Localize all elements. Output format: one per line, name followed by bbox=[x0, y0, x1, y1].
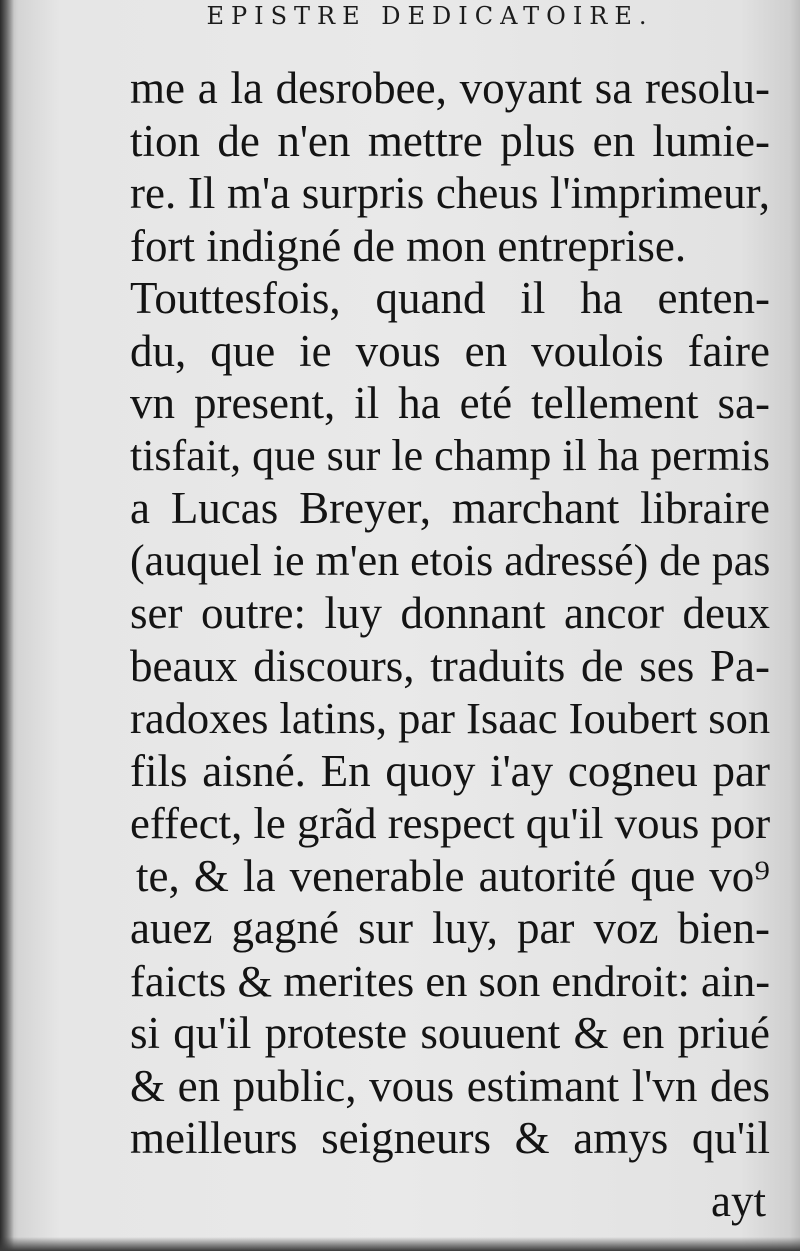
text-line: a Lucas Breyer, marchant libraire bbox=[130, 483, 770, 533]
text-line: radoxes latins, par Isaac Ioubert son bbox=[130, 693, 771, 743]
text-line: & en public, vous estimant l'vn des bbox=[130, 1060, 770, 1111]
text-line: effect, le grãd respect qu'il vous por bbox=[130, 798, 771, 848]
text-line: te, & la venerable autorité que vo⁹ bbox=[136, 850, 770, 901]
text-line: si qu'il proteste souuent & en priué bbox=[130, 1008, 770, 1058]
text-line: tisfait, que sur le champ il ha permis bbox=[130, 430, 770, 480]
text-line: fils aisné. En quoy i'ay cogneu par bbox=[130, 745, 770, 796]
text-line: auez gagné sur luy, par voz bien- bbox=[130, 903, 770, 953]
text-line: beaux discours, traduits de ses Pa- bbox=[130, 640, 770, 691]
text-line: tion de n'en mettre plus en lumie- bbox=[130, 115, 770, 166]
catchword: ayt bbox=[711, 1176, 766, 1226]
text-line: me a la desrobee, voyant sa resolu- bbox=[130, 63, 770, 113]
text-line: Touttesfois, quand il ha enten- bbox=[130, 273, 770, 323]
page-bottom-edge bbox=[0, 1237, 800, 1251]
text-line: (auquel ie m'en etois adressé) de pas bbox=[130, 535, 771, 585]
text-line: re. Il m'a surpris cheus l'imprimeur, bbox=[130, 168, 770, 218]
running-head: EPISTRE DEDICATOIRE. bbox=[206, 2, 654, 30]
text-line: meilleurs seigneurs & amys qu'il bbox=[130, 1113, 770, 1163]
binding-gutter-shadow bbox=[0, 0, 14, 1251]
text-line: fort indigné de mon entreprise. bbox=[130, 220, 687, 271]
text-line: ser outre: luy donnant ancor deux bbox=[130, 588, 770, 638]
text-line: faicts & merites en son endroit: ain- bbox=[130, 955, 771, 1006]
body-text bbox=[130, 62, 770, 1165]
text-line: vn present, il ha eté tellement sa- bbox=[130, 378, 770, 428]
text-line: du, que ie vous en voulois faire bbox=[130, 325, 770, 376]
